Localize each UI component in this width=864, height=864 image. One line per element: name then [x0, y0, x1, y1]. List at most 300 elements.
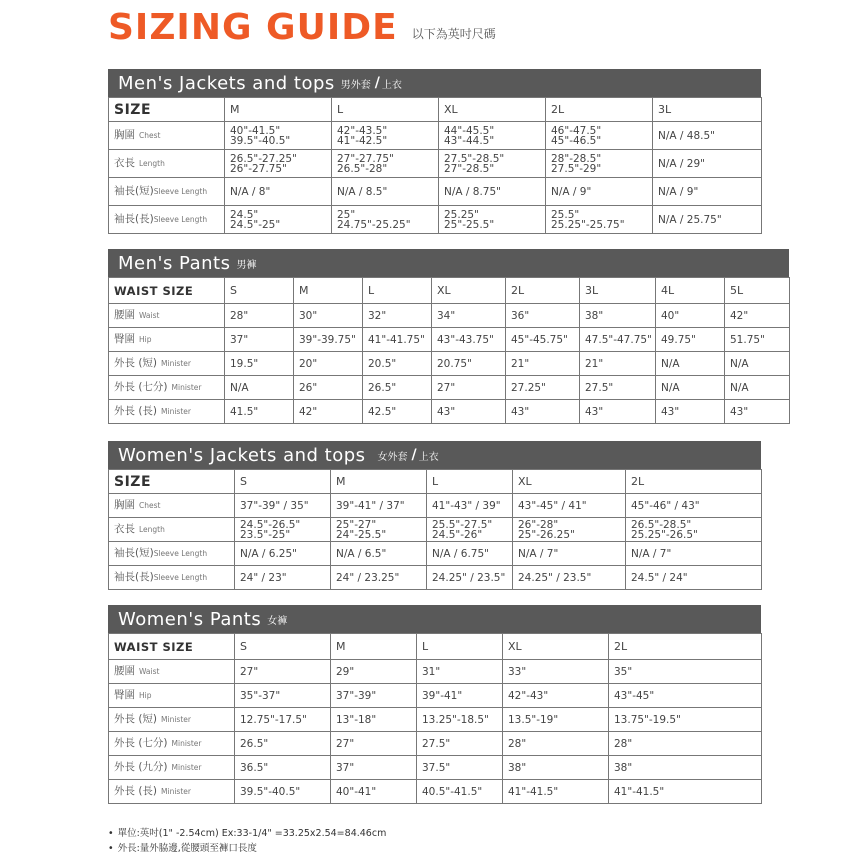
- row-label-en: Sleeve Length: [153, 573, 208, 582]
- row-label-en: Hip: [139, 691, 152, 700]
- cell-value: 25"-25.5": [444, 218, 495, 231]
- table-cell: 20": [294, 352, 363, 376]
- row-label-zh: 外長 (短): [114, 713, 158, 725]
- cell-value: 23.5"-25": [240, 528, 291, 541]
- table-row: [109, 756, 762, 780]
- table-row: [109, 780, 762, 804]
- size-header-cell: XL: [439, 98, 546, 122]
- table-cell: [331, 518, 427, 542]
- row-label-en: Minister: [171, 763, 202, 772]
- size-header-cell: 2L: [506, 278, 580, 304]
- note-unit: 單位:英吋(1" -2.54cm) Ex:33-1/4" =33.25x2.54=84.46cm: [117, 828, 387, 839]
- row-label-zh: 袖長(短): [114, 185, 154, 197]
- row-label-en: Minister: [171, 739, 202, 748]
- cell-value: 24.5": [230, 208, 259, 221]
- row-label-zh: 袖長(長): [114, 213, 154, 225]
- table-cell: 43": [580, 400, 656, 424]
- cell-value: N/A / 7": [518, 547, 559, 560]
- cell-value: N/A / 29": [658, 157, 705, 170]
- womens-tops-title: Women's Jackets and tops: [118, 444, 366, 466]
- cell-value: 39"-41" / 37": [336, 499, 405, 512]
- row-label-zh: 胸圍: [114, 499, 135, 511]
- table-cell: 13.5"-19": [503, 708, 609, 732]
- cell-value: N/A / 9": [658, 185, 699, 198]
- table-cell: [225, 150, 332, 178]
- table-cell: 27.5": [417, 732, 503, 756]
- table-cell: 27": [331, 732, 417, 756]
- table-cell: 40"-41": [331, 780, 417, 804]
- table-cell: 41"-41.75": [363, 328, 432, 352]
- row-label-en: Length: [139, 525, 165, 534]
- row-label: [109, 178, 225, 206]
- size-header-cell: S: [235, 634, 331, 660]
- size-header-cell: 2L: [609, 634, 762, 660]
- table-cell: [331, 542, 427, 566]
- cell-value: 24" / 23": [240, 571, 287, 584]
- row-label: [109, 732, 235, 756]
- table-cell: [427, 566, 513, 590]
- cell-value: N/A / 6.5": [336, 547, 387, 560]
- womens-tops-title-zh2: 上衣: [418, 451, 439, 463]
- row-label-zh: 外長 (長): [114, 785, 158, 797]
- cell-value: N/A / 25.75": [658, 213, 722, 226]
- cell-value: 27.5"-29": [551, 162, 602, 175]
- cell-value: 24.5"-26.5": [240, 518, 301, 531]
- row-label-en: Minister: [161, 787, 191, 796]
- table-cell: [513, 566, 626, 590]
- cell-value: 42"-43.5": [337, 124, 388, 137]
- table-cell: [235, 542, 331, 566]
- table-cell: [235, 518, 331, 542]
- cell-value: 37"-39" / 35": [240, 499, 309, 512]
- table-cell: 35"-37": [235, 684, 331, 708]
- size-header-cell: 2L: [546, 98, 653, 122]
- table-cell: 13.75"-19.5": [609, 708, 762, 732]
- row-label-zh: 衣長: [114, 523, 135, 535]
- row-label: [109, 708, 235, 732]
- table-cell: [546, 150, 653, 178]
- cell-value: 25"-27": [336, 518, 377, 531]
- mens-tops-title: Men's Jackets and tops: [118, 72, 335, 94]
- cell-value: 40"-41.5": [230, 124, 281, 137]
- size-header-cell: L: [427, 470, 513, 494]
- row-label: [109, 780, 235, 804]
- table-cell: [626, 494, 762, 518]
- cell-value: 24"-25.5": [336, 528, 387, 541]
- size-header-cell: M: [225, 98, 332, 122]
- table-cell: 36": [506, 304, 580, 328]
- table-cell: N/A: [656, 352, 725, 376]
- cell-value: N/A / 6.25": [240, 547, 297, 560]
- note-item: • 單位:英吋(1" -2.54cm) Ex:33-1/4" =33.25x2.54=84.46cm: [108, 828, 387, 839]
- table-cell: 38": [503, 756, 609, 780]
- cell-value: 24.5"-25": [230, 218, 281, 231]
- cell-value: 27"-28.5": [444, 162, 495, 175]
- row-label: [109, 150, 225, 178]
- size-header-cell: S: [235, 470, 331, 494]
- table-cell: N/A: [225, 376, 294, 400]
- row-label-en: Sleeve Length: [153, 549, 208, 558]
- row-label-en: Sleeve Length: [153, 215, 208, 224]
- table-cell: 37": [225, 328, 294, 352]
- womens-pants-title-zh: 女褲: [267, 615, 288, 627]
- row-label: [109, 494, 235, 518]
- table-cell: 43"-45": [609, 684, 762, 708]
- note-outseam: 外長:量外脇邊,從腰頭至褲口長度: [117, 843, 257, 854]
- cell-value: 26"-28": [518, 518, 559, 531]
- table-cell: 37.5": [417, 756, 503, 780]
- size-column-label: WAIST SIZE: [109, 278, 225, 304]
- table-cell: 27.5": [580, 376, 656, 400]
- row-label-zh: 袖長(短): [114, 547, 154, 559]
- table-cell: 13.25"-18.5": [417, 708, 503, 732]
- row-label-en: Waist: [139, 667, 160, 676]
- table-cell: N/A: [656, 376, 725, 400]
- table-cell: 40": [656, 304, 725, 328]
- note-item: • 外長:量外脇邊,從腰頭至褲口長度: [108, 843, 257, 854]
- table-cell: 39"-39.75": [294, 328, 363, 352]
- row-label-zh: 外長 (七分): [114, 381, 168, 393]
- table-cell: 27": [235, 660, 331, 684]
- table-cell: [235, 566, 331, 590]
- cell-value: N/A / 7": [631, 547, 672, 560]
- cell-value: N/A / 6.75": [432, 547, 489, 560]
- table-cell: 28": [609, 732, 762, 756]
- cell-value: 27"-27.75": [337, 152, 394, 165]
- cell-value: 41"-42.5": [337, 134, 388, 147]
- size-header-cell: XL: [432, 278, 506, 304]
- cell-value: 25.25": [444, 208, 479, 221]
- table-row: [109, 518, 762, 542]
- table-cell: [653, 206, 762, 234]
- cell-value: 25.25"-26.5": [631, 528, 698, 541]
- womens-tops-header: [108, 441, 761, 469]
- table-cell: 29": [331, 660, 417, 684]
- table-cell: 13"-18": [331, 708, 417, 732]
- size-header-cell: L: [417, 634, 503, 660]
- guide-header: [108, 6, 496, 50]
- table-row: [109, 178, 762, 206]
- table-cell: 51.75": [725, 328, 790, 352]
- cell-value: 24.25" / 23.5": [518, 571, 592, 584]
- row-label-en: Minister: [171, 383, 202, 392]
- row-label-zh: 腰圍: [114, 309, 135, 321]
- table-cell: 40.5"-41.5": [417, 780, 503, 804]
- row-label-zh: 外長 (長): [114, 405, 158, 417]
- cell-value: 25.5"-27.5": [432, 518, 493, 531]
- cell-value: 28"-28.5": [551, 152, 602, 165]
- cell-value: 25.25"-25.75": [551, 218, 625, 231]
- cell-value: 46"-47.5": [551, 124, 602, 137]
- size-column-label: WAIST SIZE: [109, 634, 235, 660]
- table-cell: 26.5": [363, 376, 432, 400]
- table-cell: [653, 178, 762, 206]
- row-label: [109, 352, 225, 376]
- mens-tops-slash: /: [374, 75, 380, 91]
- mens-tops-header: [108, 69, 761, 97]
- table-cell: [513, 518, 626, 542]
- mens-tops-section: [108, 69, 761, 234]
- table-cell: N/A: [725, 352, 790, 376]
- size-header-row: [109, 470, 762, 494]
- row-label: [109, 400, 225, 424]
- row-label: [109, 518, 235, 542]
- womens-tops-slash: /: [411, 447, 417, 463]
- table-cell: 20.75": [432, 352, 506, 376]
- cell-value: 41"-43" / 39": [432, 499, 501, 512]
- table-row: [109, 122, 762, 150]
- table-cell: 43": [656, 400, 725, 424]
- row-label-zh: 外長 (短): [114, 357, 158, 369]
- table-row: [109, 376, 790, 400]
- table-cell: 27.25": [506, 376, 580, 400]
- row-label-zh: 胸圍: [114, 129, 135, 141]
- cell-value: 43"-45" / 41": [518, 499, 587, 512]
- cell-value: 39.5"-40.5": [230, 134, 291, 147]
- table-row: [109, 708, 762, 732]
- mens-pants-table: [108, 277, 790, 424]
- row-label-en: Waist: [139, 311, 160, 320]
- row-label: [109, 684, 235, 708]
- row-label: [109, 206, 225, 234]
- table-cell: [653, 150, 762, 178]
- table-row: [109, 542, 762, 566]
- row-label: [109, 304, 225, 328]
- row-label-en: Minister: [161, 407, 191, 416]
- table-cell: 42.5": [363, 400, 432, 424]
- cell-value: 25": [337, 208, 356, 221]
- table-cell: 37": [331, 756, 417, 780]
- table-cell: [235, 494, 331, 518]
- table-cell: 37"-39": [331, 684, 417, 708]
- cell-value: 45"-46.5": [551, 134, 602, 147]
- table-cell: [439, 206, 546, 234]
- size-header-row: [109, 634, 762, 660]
- row-label-en: Sleeve Length: [153, 187, 208, 196]
- table-cell: [225, 178, 332, 206]
- table-cell: 36.5": [235, 756, 331, 780]
- size-header-cell: 4L: [656, 278, 725, 304]
- table-row: [109, 566, 762, 590]
- table-row: [109, 494, 762, 518]
- womens-pants-section: [108, 605, 761, 804]
- table-cell: 30": [294, 304, 363, 328]
- row-label-zh: 腰圍: [114, 665, 135, 677]
- table-cell: [332, 150, 439, 178]
- row-label-zh: 外長 (九分): [114, 761, 168, 773]
- table-cell: [225, 206, 332, 234]
- table-cell: 42"-43": [503, 684, 609, 708]
- table-cell: 41"-41.5": [503, 780, 609, 804]
- table-cell: 43": [725, 400, 790, 424]
- table-cell: 28": [225, 304, 294, 328]
- cell-value: 26.5"-28": [337, 162, 388, 175]
- page-subtitle: 以下為英吋尺碼: [411, 27, 496, 41]
- table-cell: 20.5": [363, 352, 432, 376]
- row-label-zh: 臀圍: [114, 333, 135, 345]
- size-header-cell: L: [363, 278, 432, 304]
- size-header-cell: XL: [513, 470, 626, 494]
- table-cell: 33": [503, 660, 609, 684]
- table-cell: 34": [432, 304, 506, 328]
- womens-tops-title-zh1: 女外套: [377, 451, 408, 463]
- table-cell: [439, 122, 546, 150]
- row-label-zh: 外長 (七分): [114, 737, 168, 749]
- row-label: [109, 542, 235, 566]
- cell-value: N/A / 8.75": [444, 185, 501, 198]
- table-cell: [546, 178, 653, 206]
- table-cell: 38": [609, 756, 762, 780]
- size-header-cell: 3L: [580, 278, 656, 304]
- table-row: [109, 732, 762, 756]
- table-cell: 43": [506, 400, 580, 424]
- table-cell: [546, 206, 653, 234]
- cell-value: 24" / 23.25": [336, 571, 400, 584]
- cell-value: 24.75"-25.25": [337, 218, 411, 231]
- size-header-row: [109, 98, 762, 122]
- womens-pants-header: [108, 605, 761, 633]
- table-cell: 38": [580, 304, 656, 328]
- table-cell: 28": [503, 732, 609, 756]
- table-cell: [331, 494, 427, 518]
- table-cell: 42": [294, 400, 363, 424]
- table-row: [109, 684, 762, 708]
- row-label: [109, 566, 235, 590]
- size-header-cell: 5L: [725, 278, 790, 304]
- row-label-zh: 衣長: [114, 157, 135, 169]
- size-header-cell: M: [331, 634, 417, 660]
- row-label-en: Length: [139, 159, 165, 168]
- row-label: [109, 122, 225, 150]
- cell-value: N/A / 8": [230, 185, 271, 198]
- row-label: [109, 376, 225, 400]
- table-cell: 26": [294, 376, 363, 400]
- table-cell: [331, 566, 427, 590]
- mens-tops-table: [108, 97, 762, 234]
- size-header-cell: S: [225, 278, 294, 304]
- table-cell: 31": [417, 660, 503, 684]
- table-cell: [427, 542, 513, 566]
- table-cell: N/A: [725, 376, 790, 400]
- table-cell: 42": [725, 304, 790, 328]
- table-cell: 21": [506, 352, 580, 376]
- table-cell: [626, 542, 762, 566]
- size-header-cell: 2L: [626, 470, 762, 494]
- size-header-cell: 3L: [653, 98, 762, 122]
- row-label-en: Minister: [161, 715, 191, 724]
- table-row: [109, 150, 762, 178]
- cell-value: 24.5" / 24": [631, 571, 688, 584]
- table-row: [109, 328, 790, 352]
- cell-value: 26.5"-27.25": [230, 152, 297, 165]
- cell-value: 24.25" / 23.5": [432, 571, 506, 584]
- cell-value: 43"-44.5": [444, 134, 495, 147]
- table-cell: [332, 122, 439, 150]
- size-header-cell: M: [294, 278, 363, 304]
- row-label-en: Minister: [161, 359, 191, 368]
- mens-pants-header: [108, 249, 789, 277]
- table-row: [109, 400, 790, 424]
- cell-value: 44"-45.5": [444, 124, 495, 137]
- table-cell: [427, 494, 513, 518]
- womens-tops-table: [108, 469, 762, 590]
- mens-pants-title: Men's Pants: [118, 252, 231, 274]
- table-cell: 41.5": [225, 400, 294, 424]
- cell-value: 45"-46" / 43": [631, 499, 700, 512]
- cell-value: 26"-27.75": [230, 162, 287, 175]
- table-cell: [626, 518, 762, 542]
- cell-value: 25.5": [551, 208, 580, 221]
- table-cell: [653, 122, 762, 150]
- size-header-cell: L: [332, 98, 439, 122]
- size-header-cell: M: [331, 470, 427, 494]
- table-row: [109, 304, 790, 328]
- womens-tops-section: [108, 441, 761, 590]
- table-cell: 49.75": [656, 328, 725, 352]
- womens-pants-title: Women's Pants: [118, 608, 262, 630]
- row-label-en: Chest: [139, 501, 161, 510]
- table-cell: [225, 122, 332, 150]
- womens-pants-table: [108, 633, 762, 804]
- cell-value: N/A / 9": [551, 185, 592, 198]
- table-cell: [513, 542, 626, 566]
- table-cell: 39"-41": [417, 684, 503, 708]
- table-cell: 35": [609, 660, 762, 684]
- table-cell: [439, 178, 546, 206]
- footnotes: [108, 826, 386, 856]
- page-title: SIZING GUIDE: [108, 7, 398, 48]
- table-cell: [513, 494, 626, 518]
- row-label-zh: 臀圍: [114, 689, 135, 701]
- size-header-row: [109, 278, 790, 304]
- mens-pants-section: [108, 249, 789, 424]
- table-cell: [332, 206, 439, 234]
- cell-value: 26.5"-28.5": [631, 518, 692, 531]
- mens-tops-title-zh1: 男外套: [340, 79, 371, 91]
- table-cell: 21": [580, 352, 656, 376]
- table-cell: [439, 150, 546, 178]
- cell-value: 27.5"-28.5": [444, 152, 505, 165]
- table-cell: 43"-43.75": [432, 328, 506, 352]
- table-cell: 26.5": [235, 732, 331, 756]
- table-row: [109, 660, 762, 684]
- cell-value: 25"-26.25": [518, 528, 575, 541]
- row-label: [109, 756, 235, 780]
- table-row: [109, 352, 790, 376]
- mens-tops-title-zh2: 上衣: [381, 79, 402, 91]
- table-cell: [546, 122, 653, 150]
- table-cell: [332, 178, 439, 206]
- table-cell: 27": [432, 376, 506, 400]
- size-column-label: SIZE: [109, 470, 235, 494]
- row-label-en: Chest: [139, 131, 161, 140]
- table-cell: 41"-41.5": [609, 780, 762, 804]
- row-label-en: Hip: [139, 335, 152, 344]
- cell-value: N/A / 48.5": [658, 129, 715, 142]
- table-row: [109, 206, 762, 234]
- size-column-label: SIZE: [109, 98, 225, 122]
- table-cell: 45"-45.75": [506, 328, 580, 352]
- table-cell: 12.75"-17.5": [235, 708, 331, 732]
- row-label: [109, 660, 235, 684]
- table-cell: 32": [363, 304, 432, 328]
- table-cell: 47.5"-47.75": [580, 328, 656, 352]
- size-header-cell: XL: [503, 634, 609, 660]
- table-cell: [626, 566, 762, 590]
- table-cell: 19.5": [225, 352, 294, 376]
- cell-value: N/A / 8.5": [337, 185, 388, 198]
- row-label: [109, 328, 225, 352]
